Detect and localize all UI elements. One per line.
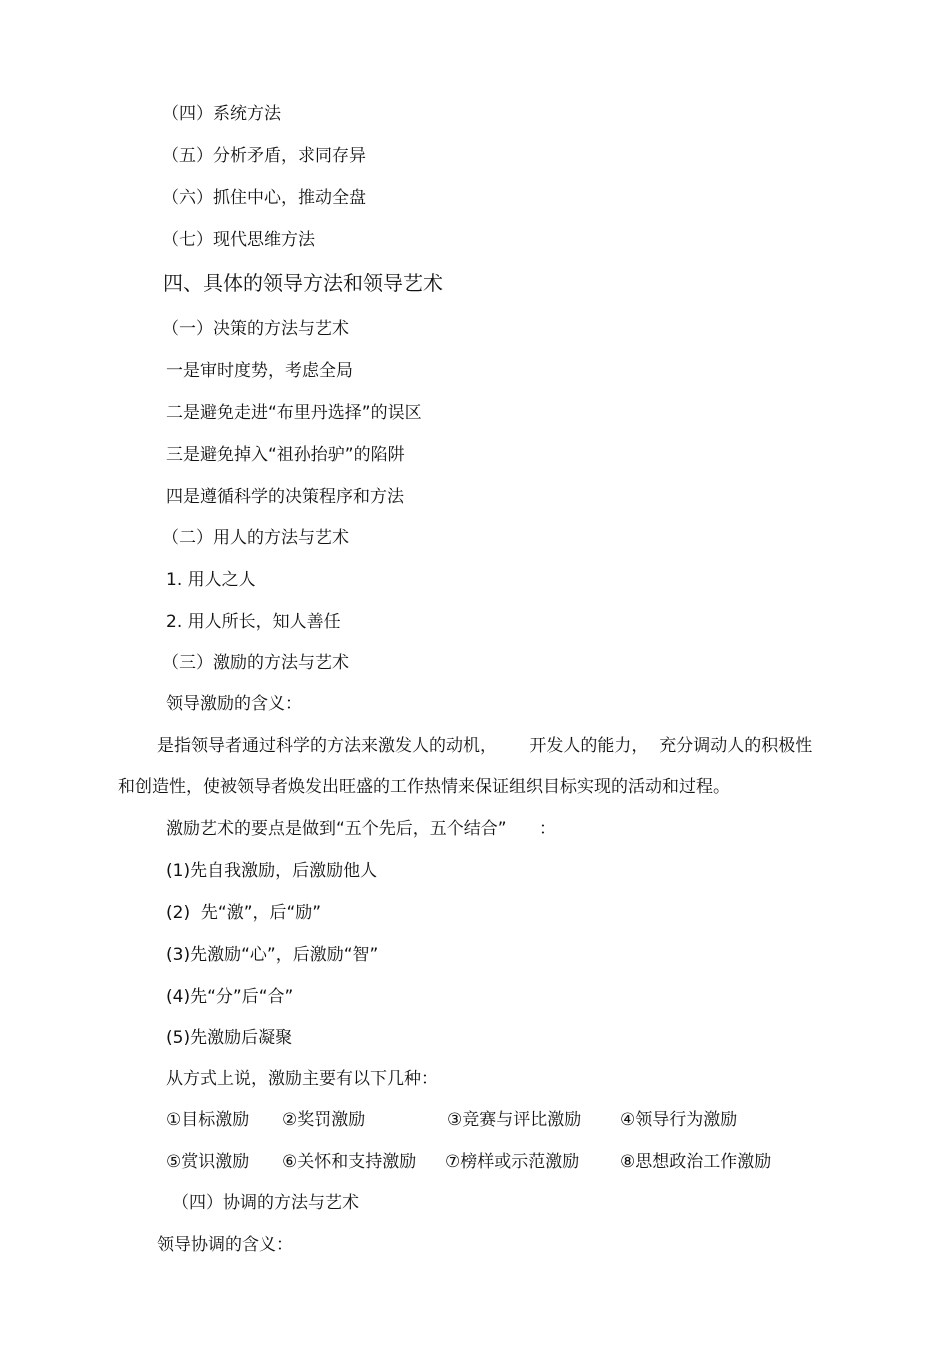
way-item: ⑦榜样或示范激励 bbox=[445, 1152, 580, 1172]
key-point-5: (5)先激励后凝聚 bbox=[166, 1028, 293, 1048]
coordination-definition-label: 领导协调的含义： bbox=[157, 1235, 293, 1255]
way-item: ⑥关怀和支持激励 bbox=[282, 1152, 417, 1172]
subheading-decision: （一）决策的方法与艺术 bbox=[162, 319, 349, 339]
motivation-definition-line-2: 和创造性，使被领导者焕发出旺盛的工作热情来保证组织目标实现的活动和过程。 bbox=[118, 777, 730, 797]
way-item: ③竞赛与评比激励 bbox=[447, 1110, 582, 1130]
key-point-4: (4)先“分”后“合” bbox=[166, 987, 294, 1007]
motivation-ways-intro: 从方式上说，激励主要有以下几种： bbox=[166, 1069, 438, 1089]
decision-point-3: 三是避免掉入“祖孙抬驴”的陷阱 bbox=[166, 445, 405, 465]
motivation-definition-line-1: 是指领导者通过科学的方法来激发人的动机， 开发人的能力， 充分调动人的积极性 bbox=[157, 736, 813, 756]
section-heading-4: 四、具体的领导方法和领导艺术 bbox=[163, 271, 443, 295]
way-item: ④领导行为激励 bbox=[620, 1110, 738, 1130]
list-item-modern-thinking: （七）现代思维方法 bbox=[162, 230, 315, 250]
decision-point-4: 四是遵循科学的决策程序和方法 bbox=[166, 487, 404, 507]
employment-point-1: 1. 用人之人 bbox=[166, 570, 256, 590]
way-item: ①目标激励 bbox=[166, 1110, 250, 1130]
list-item-system-method: （四）系统方法 bbox=[162, 104, 281, 124]
list-item-analyze-contradictions: （五）分析矛盾，求同存异 bbox=[162, 146, 366, 166]
way-item: ⑧思想政治工作激励 bbox=[620, 1152, 772, 1172]
key-point-3: (3)先激励“心”，后激励“智” bbox=[166, 945, 379, 965]
motivation-key-points: 激励艺术的要点是做到“五个先后，五个结合” ： bbox=[166, 819, 557, 839]
key-point-2: (2) 先“激”，后“励” bbox=[166, 903, 322, 923]
way-item: ⑤赏识激励 bbox=[166, 1152, 250, 1172]
subheading-employment: （二）用人的方法与艺术 bbox=[162, 528, 349, 548]
motivation-definition-label: 领导激励的含义： bbox=[166, 694, 302, 714]
list-item-grasp-center: （六）抓住中心，推动全盘 bbox=[162, 188, 366, 208]
subheading-motivation: （三）激励的方法与艺术 bbox=[162, 653, 349, 673]
subheading-coordination: （四）协调的方法与艺术 bbox=[172, 1193, 359, 1213]
decision-point-1: 一是审时度势，考虑全局 bbox=[166, 361, 353, 381]
way-item: ②奖罚激励 bbox=[282, 1110, 366, 1130]
decision-point-2: 二是避免走进“布里丹选择”的误区 bbox=[166, 403, 422, 423]
employment-point-2: 2. 用人所长，知人善任 bbox=[166, 612, 341, 632]
key-point-1: (1)先自我激励，后激励他人 bbox=[166, 861, 378, 881]
